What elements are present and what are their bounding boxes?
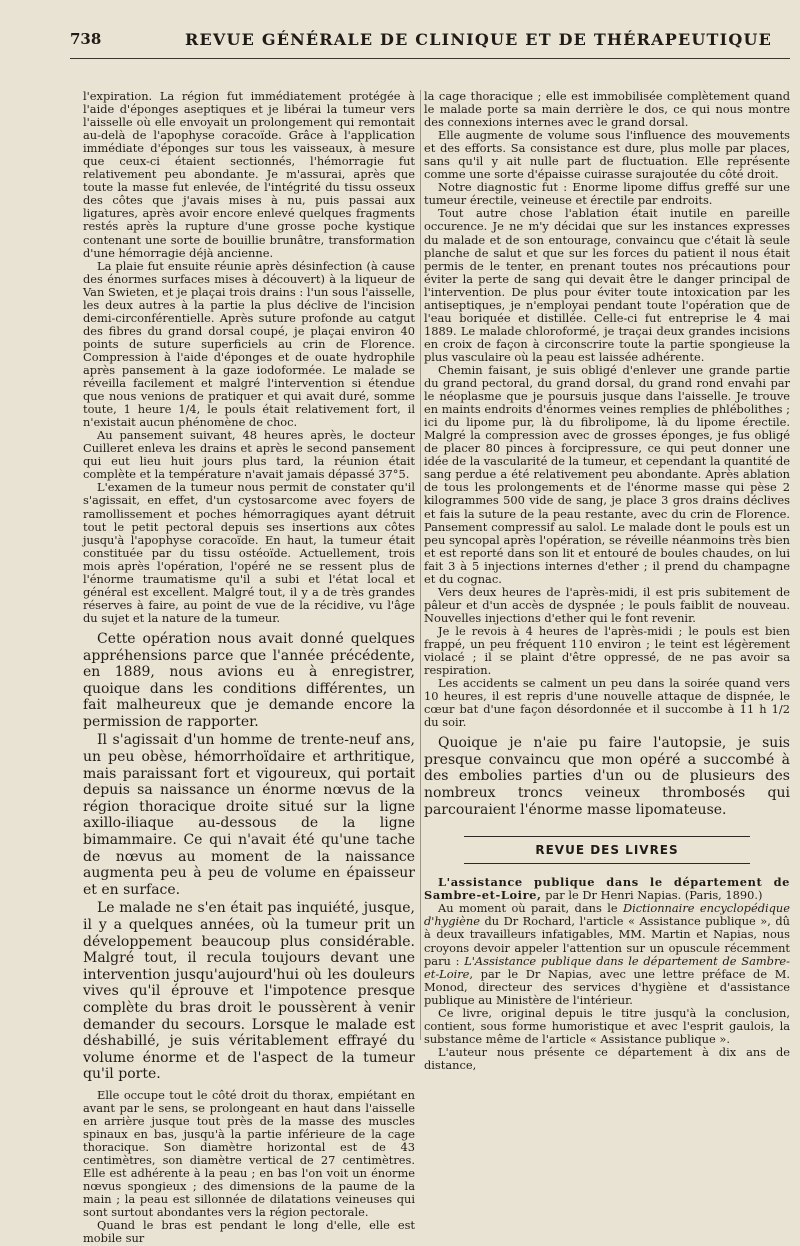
paragraph: Ce livre, original depuis le titre jusqu'à la conclusion, contient, sous forme humoristique et avec l'esprit gaulois, la substance même de l'article « Assistance publique ».: [424, 1005, 790, 1046]
paragraph: l'expiration. La région fut immédiatement protégée à l'aide d'éponges aseptiques et je libérai la tumeur vers l'aisselle où elle envoyait un prolongement qui remontait au-delà de l'apophyse coracoïde. Grâce à l'application immédiate d'éponges sur tous les vaisseaux, à mesure que ceux-ci étaient sectionnés, l'hémorragie fut relativement peu abondante. Je m'assurai, après que toute la masse fut enlevée, de l'intégrité du tissu osseux des côtes que j'avais mises à nu, puis passai aux ligatures, après avoir encore enlevé quelques fragments restés après la rupture d'une grosse poche kystique contenant une sorte de bouillie brunâtre, transformation d'une hémorragie déjà ancienne.: [83, 89, 415, 260]
paragraph: Le malade ne s'en était pas inquiété, jusque, il y a quelques années, où la tumeur prit un développement beaucoup plus considérable. Malgré tout, il recula toujours devant une intervention jusqu'aujourd'hui où les douleurs vives qu'il éprouve et l'impotence presque complète du bras droit le poussèrent à venir demander du secours. Lorsque le malade est déshabillé, je suis véritablement effrayé du volume énorme et de l'aspect de la tumeur qu'il porte.: [83, 900, 415, 1083]
review-heading: [424, 876, 790, 902]
book-title: L'Assistance publique dans le département de Sambre-et-Loire: [424, 953, 790, 981]
paragraph: la cage thoracique ; elle est immobilisée complètement quand le malade porte sa main derrière le dos, ce qui nous montre des connexions internes avec le grand dorsal.: [424, 89, 790, 130]
review-title: L'assistance publique dans le département de Sambre-et-Loire,: [424, 875, 790, 903]
paragraph: Tout autre chose l'ablation était inutile en pareille occurence. Je ne m'y décidai que sur les instances expresses du malade et de son entourage, convaincu que c'était là seule planche de salut et que sur les forces du patient il nous était permis de le tenter, en prenant toutes nos précautions pour éviter la perte de sang qui devait être le danger principal de l'intervention. De plus pour éviter toute intoxication par les antiseptiques, je n'employai pendant toute l'opération que de l'eau boriquée et distillée. Celle-ci fut entreprise le 4 mai 1889. Le malade chloroformé, je traçai deux grandes incisions en croix de façon à circonscrire toute la partie spongieuse la plus vasculaire où la peau est laissée adhérente.: [424, 206, 790, 364]
left-column: [83, 90, 415, 1246]
text-run: Au moment où parait, dans le: [438, 901, 623, 916]
paragraph: L'auteur nous présente ce département à dix ans de distance,: [424, 1044, 790, 1072]
section-rule-top: [464, 836, 750, 837]
paragraph: Au pansement suivant, 48 heures après, le docteur Cuilleret enleva les drains et après le second pansement qui eut lieu huit jours plus tard, la réunion était complète et la température n'avait jamais dépassé 37°5.: [83, 428, 415, 482]
paragraph: Chemin faisant, je suis obligé d'enlever une grande partie du grand pectoral, du grand dorsal, du grand rond envahi par le néoplasme que je poursuis jusque dans l'aisselle. Je trouve en maints endroits d'énormes veines remplies de phlébolithes ; ici du lipome pur, là du fibrolipome, là du lipome érectile. Malgré la compression avec de grosses éponges, je fus obligé de placer 80 pinces à forcipressure, ce qui peut donner une idée de la vascularité de la tumeur, et cependant la quantité de sang perdue a été relativement peu abondante. Après ablation de tous les prolongements et de l'énorme masse qui pèse 2 kilogrammes 500 vide de sang, je place 3 gros drains déclives et fais la suture de la peau restante, avec du crin de Florence. Pansement compressif au salol. Le malade dont le pouls est un peu syncopal après l'opération, se réveille néanmoins très bien et est reporté dans son lit et entouré de boules chaudes, on lui fait 3 à 5 injections internes d'ether ; il prend du champagne et du cognac.: [424, 362, 790, 586]
paragraph: L'examen de la tumeur nous permit de constater qu'il s'agissait, en effet, d'un cystosarcome avec foyers de ramollissement et poches hémorragiques ayant détruit tout le petit pectoral depuis ses insertions aux côtes jusqu'à l'apophyse coracoïde. En haut, la tumeur était constituée par du tissu ostéoïde. Actuellement, trois mois après l'opération, l'opéré ne se ressent plus de l'énorme traumatisme qu'il a subi et l'état local et général est excellent. Malgré tout, il y a de très grandes réserves à faire, au point de vue de la récidive, vu l'âge du sujet et la nature de la tumeur.: [83, 480, 415, 625]
paragraph: Notre diagnostic fut : Enorme lipome diffus greffé sur une tumeur érectile, veineuse et érectile par endroits.: [424, 180, 790, 208]
dictionary-title: Dictionnaire encyclopédique d'hygiène: [424, 901, 790, 929]
paragraph: Elle augmente de volume sous l'influence des mouvements et des efforts. Sa consistance est dure, plus molle par places, sans qu'il y ait nulle part de fluctuation. Elle représente comme une sorte d'épaisse cuirasse surajoutée du côté droit.: [424, 128, 790, 182]
paragraph: Quand le bras est pendant le long d'elle, elle est mobile sur: [83, 1218, 415, 1246]
section-title: REVUE DES LIVRES: [535, 843, 679, 858]
text-run: du Dr Rochard, l'article « Assistance publique », dû à deux travailleurs infatigables, MM. Martin et Napias, nous croyons devoir appeler l'attention sur un opuscule récemment paru :: [424, 914, 790, 968]
paragraph: Vers deux heures de l'après-midi, il est pris subitement de pâleur et d'un accès de dyspnée ; le pouls faiblit de nouveau. Nouvelles injections d'ether qui le font revenir.: [424, 584, 790, 625]
page-number: 738: [70, 30, 102, 48]
paragraph: Il s'agissait d'un homme de trente-neuf ans, un peu obèse, hémorrhoïdaire et arthritique, mais paraissant fort et vigoureux, qui portait depuis sa naissance un énorme nœvus de la région thoracique droite situé sur la ligne axillo-iliaque au-dessous de la ligne bimammaire. Ce qui n'avait été qu'une tache de nœvus au moment de la naissance augmenta peu à peu de volume en épaisseur et en surface.: [83, 732, 415, 898]
paragraph: [424, 902, 790, 1006]
running-title: REVUE GÉNÉRALE DE CLINIQUE ET DE THÉRAPEUTIQUE: [185, 30, 773, 49]
paragraph: Cette opération nous avait donné quelques appréhensions parce que l'année précédente, en 1889, nous avions eu à enregistrer, quoique dans les conditions différentes, un fait malheureux que je demande encore la permission de rapporter.: [83, 630, 415, 730]
text-run: , par le Dr Napias, avec une lettre préface de M. Monod, directeur des services d'hygiène et d'assistance publique au Ministère de l'intérieur.: [424, 966, 790, 1007]
paragraph: Elle occupe tout le côté droit du thorax, empiétant en avant par le sens, se prolongeant en haut dans l'aisselle en arrière jusque tout près de la masse des muscles spinaux en bas, jusqu'à la partie inférieure de la cage thoracique. Son diamètre horizontal est de 43 centimètres, son diamètre vertical de 27 centimètres. Elle est adhérente à la peau ; en bas l'on voit un énorme nœvus spongieux ; des dimensions de la paume de la main ; la peau est sillonnée de dilatations veineuses qui sont surtout abondantes vers la région pectorale.: [83, 1087, 415, 1220]
paragraph: Je le revois à 4 heures de l'après-midi ; le pouls est bien frappé, un peu fréquent 110 environ ; le teint est légèrement violacé ; il se plaint d'être oppressé, de ne pas avoir sa respiration.: [424, 623, 790, 678]
column-divider: [420, 90, 421, 1040]
page-header: [70, 28, 790, 59]
review-byline: par le Dr Henri Napias. (Paris, 1890.): [545, 888, 763, 903]
right-column: [424, 90, 790, 1072]
paragraph: La plaie fut ensuite réunie après désinfection (à cause des énormes surfaces mises à découvert) à la liqueur de Van Swieten, et je plaçai trois drains : l'un sous l'aisselle, les deux autres à la partie la plus déclive de l'incision demi-circonférentielle. Après suture profonde au catgut des fibres du grand dorsal coupé, je plaçai environ 40 points de suture superficiels au crin de Florence. Compression à l'aide d'éponges et de ouate hydrophile après pansement à la gaze iodoformée. Le malade se réveilla facilement et malgré l'intervention si étendue que nous venions de pratiquer et qui avait duré, somme toute, 1 heure 1/4, le pouls était relativement fort, il n'existait aucun phénomène de choc.: [83, 258, 415, 430]
paragraph: Les accidents se calment un peu dans la soirée quand vers 10 heures, il est repris d'une nouvelle attaque de dispnée, le cœur bat d'une façon désordonnée et il succombe à 11 h 1/2 du soir.: [424, 676, 790, 730]
paragraph: Quoique je n'aie pu faire l'autopsie, je suis presque convaincu que mon opéré a succombé à des embolies parties d'un ou de plusieurs des nombreux troncs veineux thrombosés qui parcouraient l'énorme masse lipomateuse.: [424, 735, 790, 818]
section-rule-bottom: [464, 863, 750, 864]
